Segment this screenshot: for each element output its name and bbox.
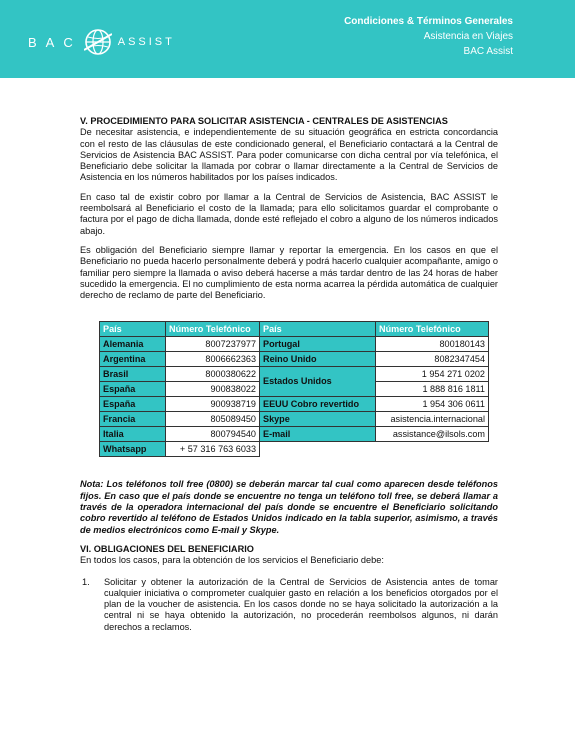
document-body bbox=[80, 116, 498, 633]
logo-text-left: BAC bbox=[28, 34, 82, 50]
country-cell: Skype bbox=[260, 412, 376, 427]
phone-cell: 8000380622 bbox=[166, 367, 260, 382]
logo-text-right: ASSIST bbox=[117, 36, 175, 48]
globe-icon bbox=[84, 28, 112, 56]
country-cell: E-mail bbox=[260, 427, 376, 442]
country-cell: Portugal bbox=[260, 337, 376, 352]
section-6-intro: En todos los casos, para la obtención de los servicios el Beneficiario debe: bbox=[80, 555, 384, 566]
col-header-numero-1: Número Telefónico bbox=[166, 322, 260, 337]
email-cell: assistance@ilsols.com bbox=[376, 427, 489, 442]
section-5-paragraph-1: De necesitar asistencia, e independientemente de su situación geográfica en estricta concordancia con el resto de las cláusulas de este condicionado general, el Beneficiario contactará a la Central de Servicios de Asistencia BAC ASSIST. Para poder comunicarse con dicha central por vía telefónica, el Beneficiario debe solicitar la llamada por cobrar o llamar directamente a la Central de Servicios de Asistencia en los números habilitados por los países indicados. bbox=[80, 127, 498, 183]
table-row bbox=[100, 412, 489, 427]
phone-cell: 805089450 bbox=[166, 412, 260, 427]
country-cell: Estados Unidos bbox=[260, 367, 376, 397]
table-row bbox=[100, 427, 489, 442]
country-cell: Whatsapp bbox=[100, 442, 166, 457]
header-line-1: Condiciones & Términos Generales bbox=[344, 16, 513, 27]
phone-cell: 800180143 bbox=[376, 337, 489, 352]
list-item-text: Solicitar y obtener la autorización de la Central de Servicios de Asistencia antes de tomar cualquier iniciativa o comprometer cualquier gasto en relación a los beneficios otorgados por el plan de la voucher de asistencia. En los casos donde no se haya solicitado la autorización a la central ni se haya obtenido la autorización, no procederán reembolsos algunos, ni darán derechos a reclamos. bbox=[104, 576, 498, 632]
phone-cell: 800794540 bbox=[166, 427, 260, 442]
country-cell: Argentina bbox=[100, 352, 166, 367]
table-row bbox=[100, 367, 489, 382]
country-cell: Italia bbox=[100, 427, 166, 442]
phone-cell: 8082347454 bbox=[376, 352, 489, 367]
section-5-paragraph-2: En caso tal de existir cobro por llamar a la Central de Servicios de Asistencia, BAC ASSIST le reembolsará al Beneficiario el costo de la llamada; para ello solicitamos guardar el comprobante o factura por el pago de dicha llamada, donde esté reflejado el cobro a alguno de los números indicados abajo. bbox=[80, 191, 498, 236]
country-cell: Francia bbox=[100, 412, 166, 427]
col-header-numero-2: Número Telefónico bbox=[376, 322, 489, 337]
country-cell: España bbox=[100, 382, 166, 397]
country-cell: Brasil bbox=[100, 367, 166, 382]
phone-cell: 900938719 bbox=[166, 397, 260, 412]
section-6-title: VI. OBLIGACIONES DEL BENEFICIARIO bbox=[80, 543, 254, 554]
col-header-pais-1: País bbox=[100, 322, 166, 337]
country-cell: Alemania bbox=[100, 337, 166, 352]
contact-numbers-table bbox=[99, 321, 489, 457]
phone-cell: 900838022 bbox=[166, 382, 260, 397]
header-info bbox=[344, 14, 513, 59]
table-header-row bbox=[100, 322, 489, 337]
list-item-number: 1. bbox=[82, 576, 90, 587]
country-cell: Reino Unido bbox=[260, 352, 376, 367]
section-5-paragraph-3: Es obligación del Beneficiario siempre llamar y reportar la emergencia. En los casos en que el Beneficiario no pueda hacerlo personalmente deberá y podrá hacerlo cualquier acompañante, amigo o familiar pero siempre la llamada o aviso deberá hacerse a más tardar dentro de las 24 horas de haber sucedido la emergencia. El no cumplimiento de esta norma acarrea la pérdida automática de cualquier derecho de reclamo de parte del Beneficiario. bbox=[80, 244, 498, 301]
country-cell: EEUU Cobro revertido bbox=[260, 397, 376, 412]
country-cell: España bbox=[100, 397, 166, 412]
section-5-title: V. PROCEDIMIENTO PARA SOLICITAR ASISTENCIA - CENTRALES DE ASISTENCIAS bbox=[80, 116, 448, 126]
table-row bbox=[100, 397, 489, 412]
page-header bbox=[0, 0, 575, 78]
col-header-pais-2: País bbox=[260, 322, 376, 337]
phone-cell: 8007237977 bbox=[166, 337, 260, 352]
table-row bbox=[100, 337, 489, 352]
phone-cell: 1 954 306 0611 bbox=[376, 397, 489, 412]
skype-cell: asistencia.internacional bbox=[376, 412, 489, 427]
obligations-list bbox=[80, 577, 498, 633]
phone-cell: 8006662363 bbox=[166, 352, 260, 367]
header-line-2: Asistencia en Viajes bbox=[423, 31, 513, 42]
header-line-3: BAC Assist bbox=[463, 46, 513, 57]
list-item bbox=[80, 577, 498, 633]
bac-assist-logo bbox=[28, 28, 175, 56]
table-row bbox=[100, 442, 489, 457]
table-row bbox=[100, 352, 489, 367]
phone-cell: + 57 316 763 6033 bbox=[166, 442, 260, 457]
toll-free-note: Nota: Los teléfonos toll free (0800) se deberán marcar tal cual como aparecen desde teléfonos fijos. En caso que el país donde se encuentre no tenga un teléfono toll free, se deberá llamar a través de la operadora internacional del país donde se encuentre el Beneficiario solicitando cobro revertido al teléfono de Estados Unidos indicado en la tabla superior, asimismo, a través de medios electrónicos como E-mail y Skype. bbox=[80, 479, 498, 535]
phone-cell: 1 888 816 1811 bbox=[376, 382, 489, 397]
phone-cell: 1 954 271 0202 bbox=[376, 367, 489, 382]
